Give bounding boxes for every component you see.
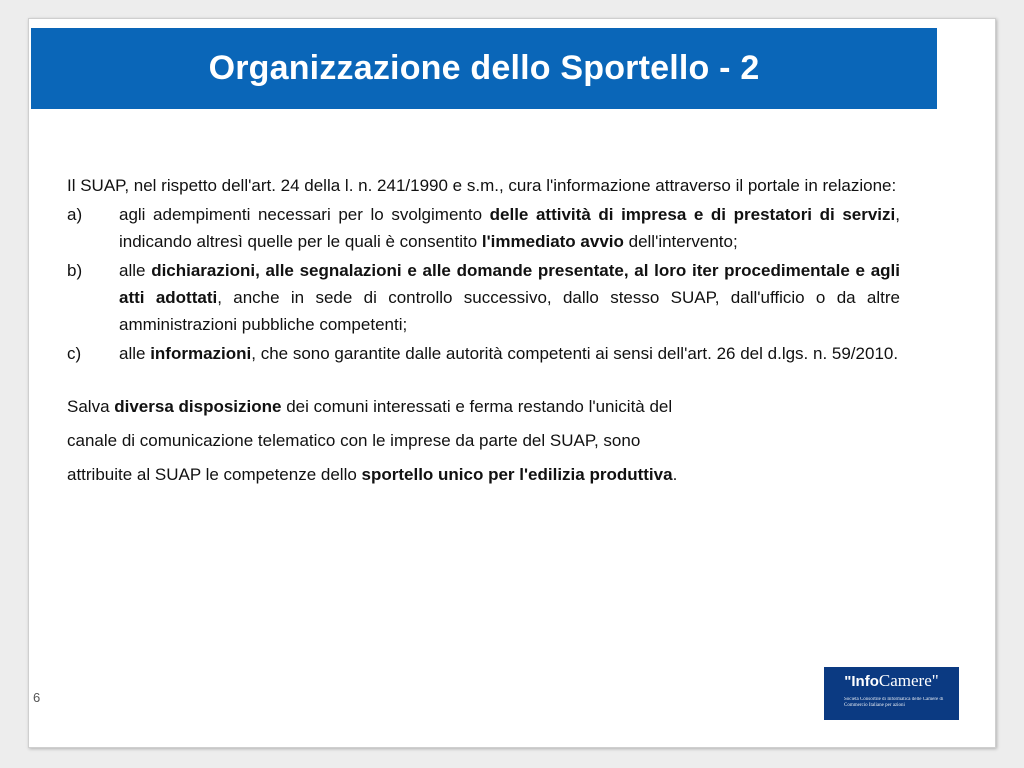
slide-title: Organizzazione dello Sportello - 2 [208,49,760,87]
list-marker: a) [67,205,83,224]
closing-line [67,390,827,424]
infocamere-logo [824,667,959,720]
text-run: canale di comunicazione telematico con le imprese da parte del SUAP, sono [67,431,641,450]
bold-text: delle attività di impresa e di prestatori di servizi [489,205,896,224]
list-item [67,201,900,255]
bold-text: diversa disposizione [114,397,282,416]
bold-text: dichiarazioni, alle segnalazioni e alle domande presentate, al loro iter procedimentale e agli atti adottati [119,261,900,307]
bold-text: informazioni [150,344,252,363]
text-run: dell'intervento; [623,232,738,251]
closing-paragraph [67,390,827,492]
text-run: attribuite al SUAP le competenze dello [67,465,362,484]
intro-paragraph: Il SUAP, nel rispetto dell'art. 24 della l. n. 241/1990 e s.m., cura l'informazione attraverso il portale in relazione: [67,176,897,195]
list-marker: c) [67,344,82,363]
text-run: , che sono garantite dalle autorità competenti ai sensi dell'art. 26 del d.lgs. n. 59/2010. [251,344,899,363]
closing-line [67,424,827,458]
slide-body [67,172,900,492]
logo-tagline: Società Consortile di Informatica delle Camere di Commercio Italiane per azioni [844,697,944,708]
list-item-text [119,257,900,338]
list-item [67,340,900,367]
bold-text: sportello unico per l'edilizia produttiva [361,465,673,484]
text-run: . [672,465,678,484]
text-run: alle [119,261,152,280]
text-run: Salva [67,397,115,416]
text-run: agli adempimenti necessari per lo svolgimento [119,205,490,224]
list-item-text [119,340,900,367]
text-run: , indicando altresì quelle per le quali è consentito [119,205,900,251]
list-item-text [119,201,900,255]
text-run: alle [119,344,151,363]
item-list [67,201,900,367]
list-item [67,257,900,338]
text-run: , anche in sede di controllo successivo, dallo stesso SUAP, dall'ufficio o da altre amministrazioni pubbliche competenti; [119,288,901,334]
text-run: dei comuni interessati e ferma restando l'unicità del [281,397,673,416]
page-number: 6 [33,690,41,705]
closing-line [67,458,827,492]
list-marker: b) [67,261,83,280]
logo-wordmark: "InfoCamere" [844,671,939,690]
bold-text: l'immediato avvio [481,232,624,251]
title-bar [31,28,937,109]
